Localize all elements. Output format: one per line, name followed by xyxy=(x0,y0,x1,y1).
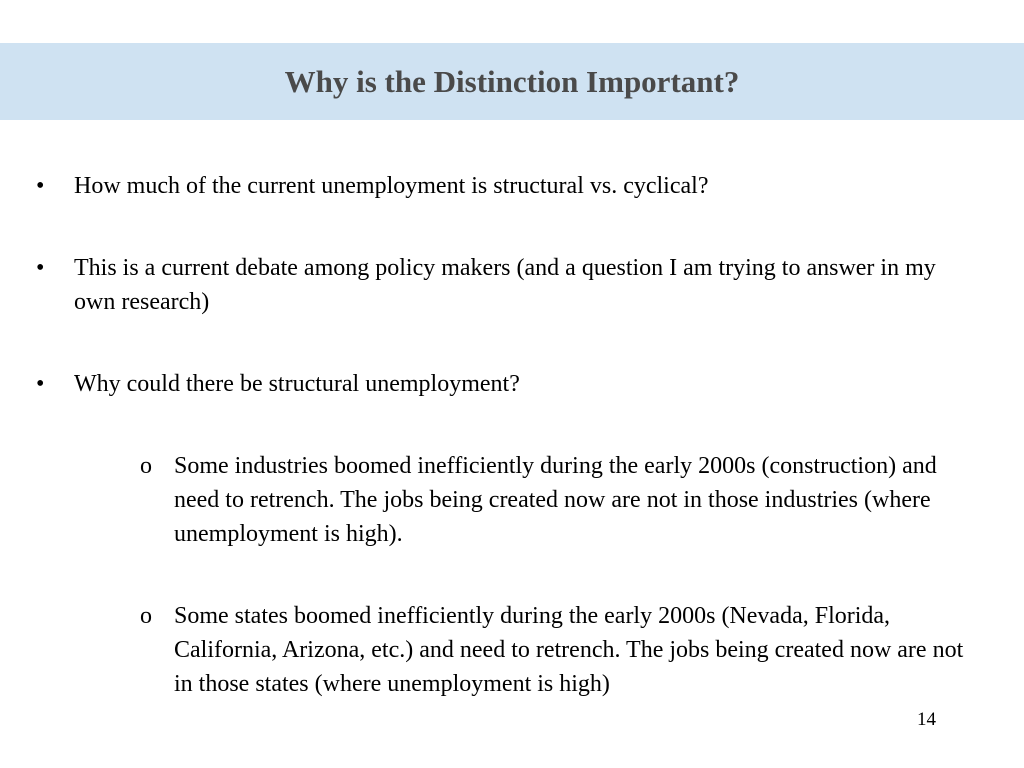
bullet-item xyxy=(36,367,956,401)
bullet-item xyxy=(36,251,956,319)
sub-bullet-text: Some industries boomed inefficiently during the early 2000s (construction) and need to retrench. The jobs being created now are not in those industries (where unemployment is high). xyxy=(174,453,937,547)
bullet-marker: • xyxy=(36,173,45,199)
sub-bullet-marker: o xyxy=(140,603,152,629)
bullet-item xyxy=(36,169,956,203)
sub-bullet-item xyxy=(140,599,970,701)
sub-bullet-item xyxy=(140,449,970,551)
sub-bullet-marker: o xyxy=(140,453,152,479)
bullet-text: How much of the current unemployment is structural vs. cyclical? xyxy=(74,173,709,199)
slide-title: Why is the Distinction Important? xyxy=(284,64,740,99)
bullet-marker: • xyxy=(36,371,45,397)
sub-bullet-text: Some states boomed inefficiently during the early 2000s (Nevada, Florida, California, Arizona, etc.) and need to retrench. The jobs being created now are not in those states (where unemployment is high) xyxy=(174,603,964,697)
bullet-text: This is a current debate among policy makers (and a question I am trying to answer in my own research) xyxy=(74,255,936,315)
bullet-text: Why could there be structural unemployment? xyxy=(74,371,520,397)
bullet-marker: • xyxy=(36,255,45,281)
slide-number: 14 xyxy=(917,709,936,730)
